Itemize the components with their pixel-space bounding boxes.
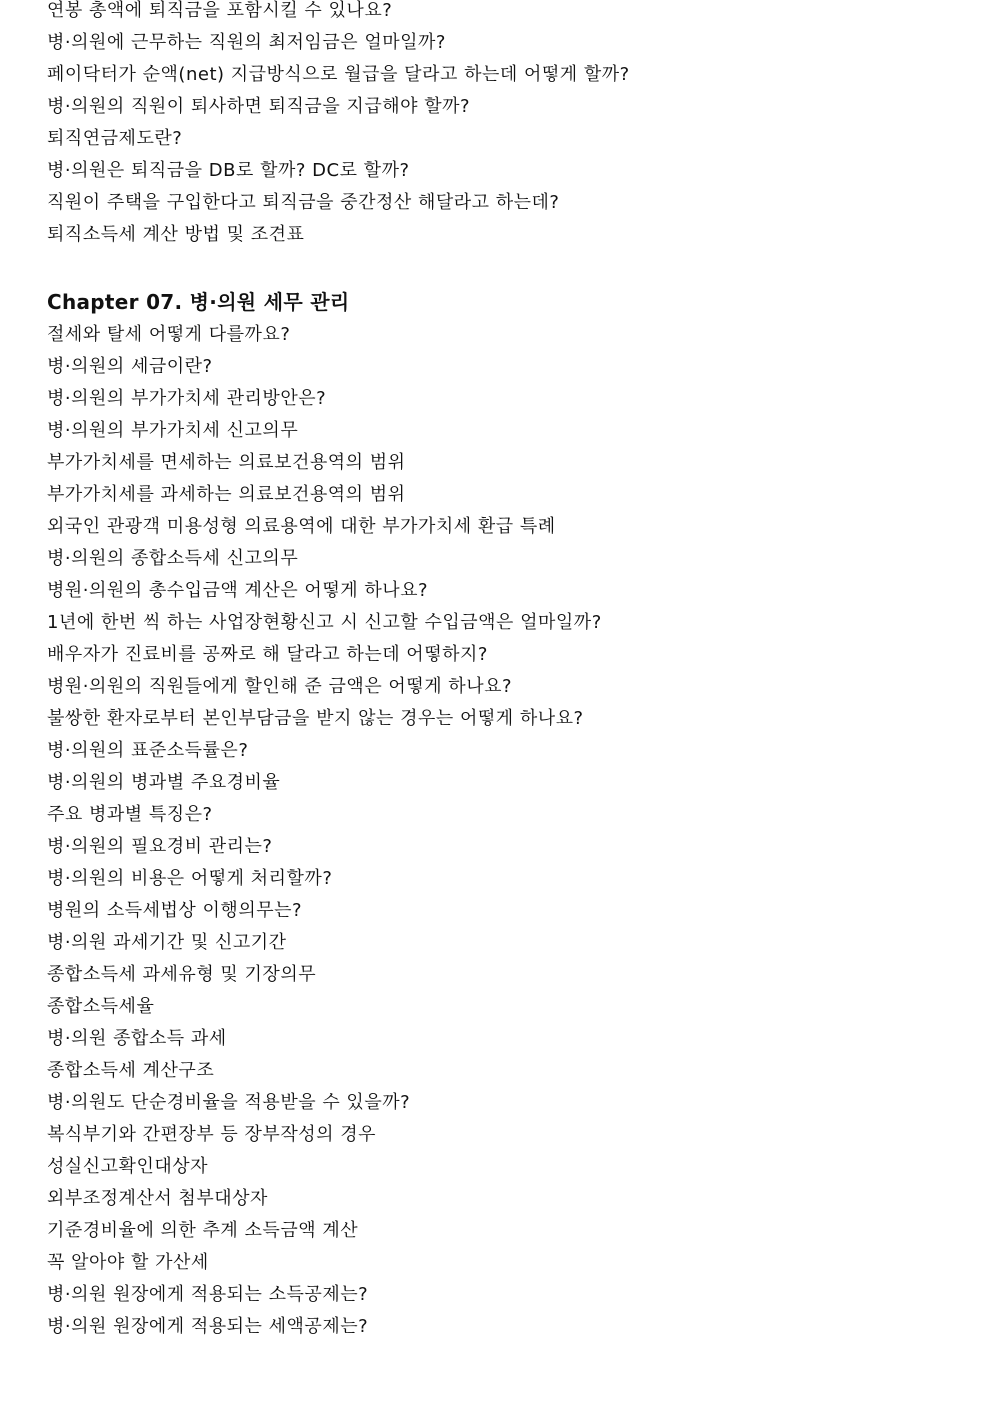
toc-item: 1년에 한번 씩 하는 사업장현황신고 시 신고할 수입금액은 얼마일까? (47, 612, 602, 633)
toc-list-previous-chapter (47, 0, 947, 251)
toc-item: 병·의원의 표준소득률은? (47, 740, 249, 761)
toc-item: 병·의원 과세기간 및 신고기간 (47, 932, 287, 953)
toc-item: 연봉 총액에 퇴직금을 포함시킬 수 있나요? (47, 0, 393, 21)
toc-item: 부가가치세를 과세하는 의료보건용역의 범위 (47, 484, 406, 505)
toc-item: 병원·의원의 총수입금액 계산은 어떻게 하나요? (47, 580, 429, 601)
toc-item: 병·의원은 퇴직금을 DB로 할까? DC로 할까? (47, 160, 410, 181)
toc-item: 병·의원의 비용은 어떻게 처리할까? (47, 868, 333, 889)
toc-item: 종합소득세 계산구조 (47, 1060, 215, 1081)
toc-item: 외국인 관광객 미용성형 의료용역에 대한 부가가치세 환급 특례 (47, 516, 556, 537)
toc-item: 병·의원에 근무하는 직원의 최저임금은 얼마일까? (47, 32, 446, 53)
toc-item: 성실신고확인대상자 (47, 1156, 208, 1177)
toc-item: 불쌍한 환자로부터 본인부담금을 받지 않는 경우는 어떻게 하나요? (47, 708, 584, 729)
toc-item: 절세와 탈세 어떻게 다를까요? (47, 324, 291, 345)
toc-item: 병·의원의 직원이 퇴사하면 퇴직금을 지급해야 할까? (47, 96, 471, 117)
toc-item: 꼭 알아야 할 가산세 (47, 1252, 209, 1273)
toc-item: 부가가치세를 면세하는 의료보건용역의 범위 (47, 452, 406, 473)
toc-item: 주요 병과별 특징은? (47, 804, 213, 825)
toc-item: 외부조정계산서 첨부대상자 (47, 1188, 268, 1209)
toc-item: 병·의원의 종합소득세 신고의무 (47, 548, 299, 569)
toc-item: 병·의원의 병과별 주요경비율 (47, 772, 281, 793)
toc-item: 병·의원도 단순경비율을 적용받을 수 있을까? (47, 1092, 411, 1113)
document-page (47, 0, 947, 1343)
toc-item: 종합소득세율 (47, 996, 155, 1017)
toc-item: 퇴직소득세 계산 방법 및 조견표 (47, 224, 305, 245)
toc-item: 병·의원 원장에게 적용되는 세액공제는? (47, 1316, 369, 1337)
toc-list-chapter-07 (47, 319, 947, 1343)
toc-item: 병원·의원의 직원들에게 할인해 준 금액은 어떻게 하나요? (47, 676, 513, 697)
chapter-heading: Chapter 07. 병·의원 세무 관리 (47, 290, 350, 314)
toc-item: 복식부기와 간편장부 등 장부작성의 경우 (47, 1124, 376, 1145)
toc-item: 병·의원의 부가가치세 관리방안은? (47, 388, 327, 409)
toc-item: 배우자가 진료비를 공짜로 해 달라고 하는데 어떻하지? (47, 644, 488, 665)
toc-item: 종합소득세 과세유형 및 기장의무 (47, 964, 317, 985)
toc-item: 병·의원의 부가가치세 신고의무 (47, 420, 299, 441)
toc-item: 퇴직연금제도란? (47, 128, 183, 149)
toc-item: 직원이 주택을 구입한다고 퇴직금을 중간정산 해달라고 하는데? (47, 192, 560, 213)
toc-item: 병·의원의 필요경비 관리는? (47, 836, 273, 857)
toc-item: 기준경비율에 의한 추계 소득금액 계산 (47, 1220, 359, 1241)
toc-item: 병원의 소득세법상 이행의무는? (47, 900, 303, 921)
toc-item: 병·의원 원장에게 적용되는 소득공제는? (47, 1284, 369, 1305)
toc-item: 병·의원 종합소득 과세 (47, 1028, 227, 1049)
toc-item: 페이닥터가 순액(net) 지급방식으로 월급을 달라고 하는데 어떻게 할까? (47, 64, 630, 85)
toc-item: 병·의원의 세금이란? (47, 356, 213, 377)
